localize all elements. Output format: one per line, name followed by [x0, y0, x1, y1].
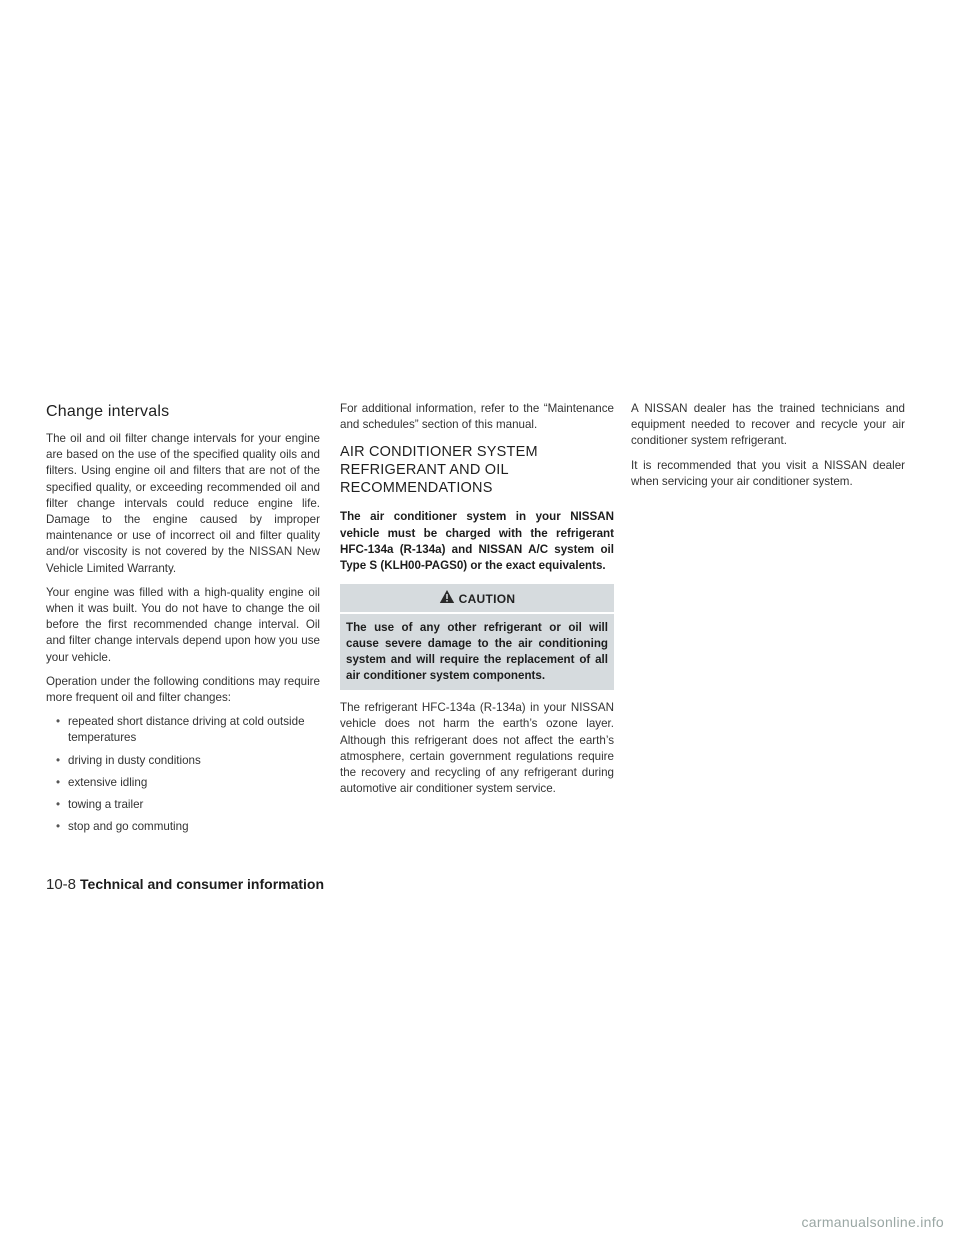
caution-title: CAUTION	[458, 592, 516, 607]
list-item: • stop and go commuting	[54, 819, 320, 835]
page-footer	[46, 876, 324, 893]
column-left	[46, 401, 320, 841]
list-item: • extensive idling	[54, 775, 320, 791]
paragraph: Operation under the following conditions may require more frequent oil and filter changes:	[46, 674, 320, 705]
watermark: carmanualsonline.info	[801, 1214, 944, 1230]
list-item: • driving in dusty conditions	[54, 753, 320, 769]
caution-header	[340, 588, 614, 614]
caution-box	[340, 584, 614, 690]
list-item: • towing a trailer	[54, 797, 320, 813]
paragraph: A NISSAN dealer has the trained technicians and equipment needed to recover and recycle your air conditioner system refrigerant.	[631, 402, 905, 448]
column-middle	[340, 401, 614, 805]
page-number: 10-8	[46, 876, 77, 893]
section-heading-change-intervals: Change intervals	[46, 403, 170, 420]
column-right	[631, 401, 905, 498]
paragraph: The oil and oil filter change intervals for your engine are based on the use of the specified quality oils and filters. Using engine oil and filters that are not of the specified quality, or exceeding recommended oil and filter change intervals could reduce engine life. Damage to the engine caused by improper maintenance or use of incorrect oil and filter quality and/or viscosity is not covered by the NISSAN New Vehicle Limited Warranty.	[46, 432, 320, 575]
bold-paragraph: The air conditioner system in your NISSAN vehicle must be charged with the refrigerant HFC-134a (R-134a) and NISSAN A/C system oil Type S (KLH00-PAGS0) or the exact equivalents.	[340, 510, 614, 573]
conditions-list	[46, 714, 320, 835]
paragraph: It is recommended that you visit a NISSAN dealer when servicing your air conditioner system.	[631, 458, 905, 488]
paragraph: Your engine was filled with a high-quality engine oil when it was built. You do not have to change the oil before the first recommended change interval. Oil and filter change intervals depend upon how you use your vehicle.	[46, 585, 320, 664]
section-heading-ac-refrigerant: AIR CONDITIONER SYSTEM REFRIGERANT AND OIL RECOMMENDATIONS	[340, 444, 538, 497]
chapter-title: Technical and consumer information	[80, 876, 325, 892]
list-item: • repeated short distance driving at cold outside temperatures	[54, 714, 320, 746]
caution-text: The use of any other refrigerant or oil will cause severe damage to the air conditioning system and will require the replacement of all air conditioner system components.	[346, 621, 608, 683]
warning-triangle-icon	[439, 589, 455, 609]
paragraph: For additional information, refer to the “Maintenance and schedules” section of this manual.	[340, 402, 614, 432]
paragraph: The refrigerant HFC-134a (R-134a) in your NISSAN vehicle does not harm the earth’s ozone layer. Although this refrigerant does not affect the earth’s atmosphere, certain government regulations require the recovery and recycling of any refrigerant during automotive air conditioner system service.	[340, 701, 614, 796]
